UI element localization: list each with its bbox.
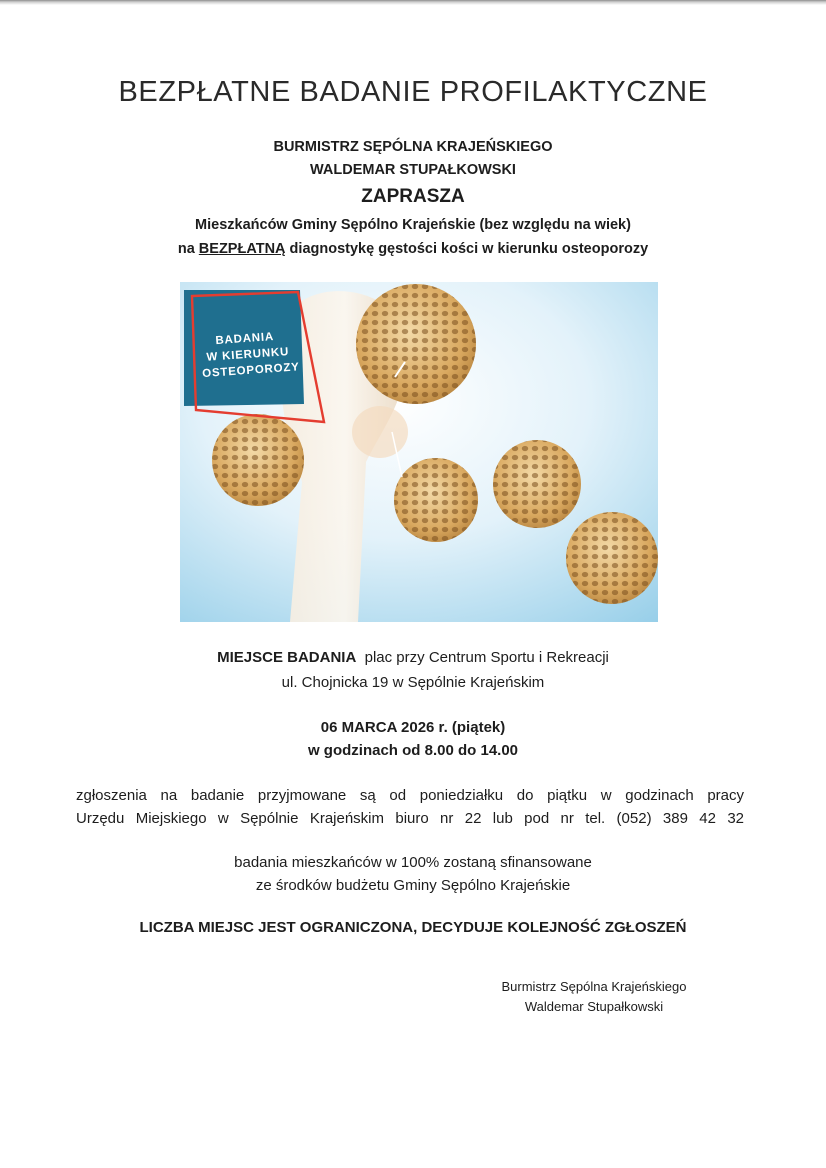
funding-line-2: ze środków budżetu Gminy Sępólno Krajeńskie: [255, 877, 571, 894]
invitation-post: diagnostykę gęstości kości w kierunku osteoporozy: [285, 241, 649, 257]
bone-joint: [352, 406, 408, 458]
scan-edge: [0, 0, 826, 5]
exam-address: ul. Chojnicka 19 w Sępólnie Krajeńskim: [281, 674, 545, 691]
invitation-emphasis: BEZPŁATNĄ: [198, 241, 286, 257]
page-title: BEZPŁATNE BADANIE PROFILAKTYCZNE: [118, 76, 708, 108]
registration-line-2: Urzędu Miejskiego w Sępólnie Krajeńskim biuro nr 22 lub pod nr tel. (052) 389 42 32: [76, 810, 744, 827]
bone-tissue-circle-icon: [566, 512, 658, 604]
badge-line-3: OSTEOPOROZY: [201, 361, 301, 381]
exam-hours: w godzinach od 8.00 do 14.00: [307, 742, 519, 759]
organizer-name: WALDEMAR STUPAŁKOWSKI: [310, 162, 516, 178]
invitation-line-2: [0, 241, 826, 257]
invitation-pre: na: [177, 241, 199, 257]
exam-place-label: MIEJSCE BADANIA: [217, 649, 357, 666]
exam-place-value: plac przy Centrum Sportu i Rekreacji: [364, 649, 609, 666]
badge-line-2: W KIERUNKU: [206, 345, 290, 364]
osteoporosis-illustration: [180, 282, 658, 622]
bone-tissue-circle-icon: [356, 284, 476, 404]
exam-date: 06 MARCA 2026 r. (piątek): [320, 719, 506, 736]
funding-line-1: badania mieszkańców w 100% zostaną sfinansowane: [234, 854, 592, 871]
signature-name: Waldemar Stupałkowski: [524, 999, 664, 1014]
badge-line-1: BADANIA: [215, 331, 275, 348]
registration-line-1: zgłoszenia na badanie przyjmowane są od poniedziałku do piątku w godzinach pracy: [76, 787, 744, 804]
bone-tissue-circle-icon: [493, 440, 581, 528]
invitation-line-1: Mieszkańców Gminy Sępólno Krajeńskie (bez względu na wiek): [195, 217, 631, 233]
bone-tissue-circle-icon: [212, 414, 304, 506]
invites-heading: ZAPRASZA: [361, 186, 465, 207]
exam-place: [0, 649, 826, 666]
limited-places-notice: LICZBA MIEJSC JEST OGRANICZONA, DECYDUJE KOLEJNOŚĆ ZGŁOSZEŃ: [139, 919, 687, 936]
bone-illustration-svg: [180, 282, 658, 622]
bone-tissue-circle-icon: [394, 458, 478, 542]
registration-info: [76, 784, 744, 830]
signature-title: Burmistrz Sępólna Krajeńskiego: [501, 979, 687, 994]
organizer-title: BURMISTRZ SĘPÓLNA KRAJEŃSKIEGO: [273, 139, 553, 155]
